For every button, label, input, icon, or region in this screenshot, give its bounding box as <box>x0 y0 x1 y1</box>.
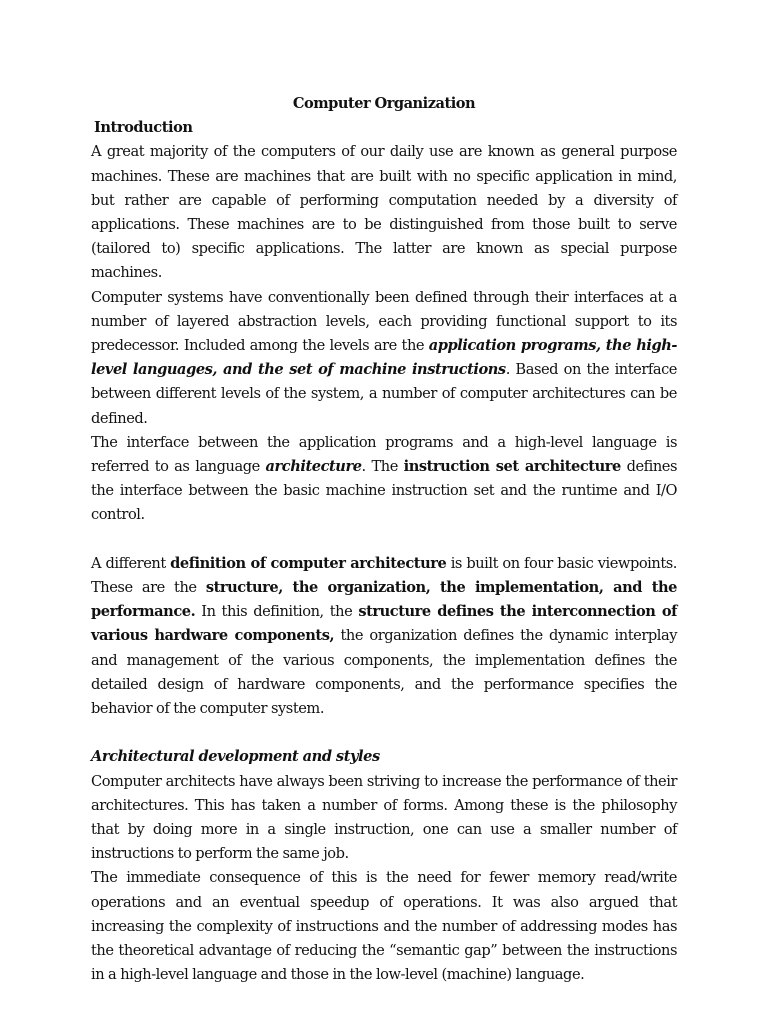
paragraph-architects: Computer architects have always been striving to increase the performance of their architectures. This has taken a number of forms. Among these is the philosophy that by doing more in a single instruction, one can use a smaller number of instructions to perform the same job. <box>91 772 677 863</box>
document-body <box>91 92 677 987</box>
introduction-heading: Introduction <box>94 119 193 137</box>
paragraph-interfaces <box>91 431 677 528</box>
text-run: The interface between the application programs and a high-level language is referred to as language <box>91 433 677 476</box>
page-title: Computer Organization <box>292 95 476 112</box>
text-run: the organization defines the dynamic interplay and management of the various components, the implementation defines the detailed design of hardware components, and the performance specifies the behavior of the computer system. <box>91 627 678 718</box>
emphasis-viewpoints: structure, the organization, the implementation, and the performance. <box>91 579 677 621</box>
paragraph-general-purpose: A great majority of the computers of our daily use are known as general purpose machines. These are machines that are built with no specific application in mind, but rather are capable of performing computation needed by a diversity of applications. These machines are to be distinguished from those built to serve (tailored to) specific applications. The latter are known as special purpose machines. <box>91 143 677 282</box>
text-run: In this definition, the <box>195 603 359 621</box>
emphasis-levels: application programs, the high-level languages, and the set of machine instructions <box>91 337 677 379</box>
text-run: Computer systems have conventionally been defined through their interfaces at a number of layered abstraction levels, each providing functional support to its predecessor. Included among the levels are the <box>91 288 677 354</box>
text-run: . The <box>361 458 404 476</box>
paragraph-abstraction-levels <box>91 286 677 431</box>
paragraph-gap <box>91 528 677 552</box>
text-run: is built on four basic viewpoints. These are the <box>91 554 677 597</box>
emphasis-isa: instruction set architecture <box>403 458 621 476</box>
text-run: A different <box>91 554 171 572</box>
text-run: . Based on the interface between different levels of the system, a number of computer architectures can be defined. <box>91 361 677 427</box>
text-run: defines the interface between the basic machine instruction set and the runtime and I/O control. <box>91 458 677 524</box>
emphasis-structure: structure defines the interconnection of various hardware components, <box>91 603 678 645</box>
paragraph-gap <box>91 721 677 745</box>
emphasis-definition: definition of computer architecture <box>170 554 447 572</box>
paragraph-definition <box>91 552 677 721</box>
emphasis-architecture: architecture <box>265 458 362 476</box>
paragraph-consequence: The immediate consequence of this is the need for fewer memory read/write operations and an eventual speedup of operations. It was also argued that increasing the complexity of instructions and the number of addressing modes has the theoretical advantage of reducing the “semantic gap” between the instructions in a high-level language and those in the low-level (machine) language. <box>91 869 677 984</box>
section-heading: Architectural development and styles <box>91 748 380 766</box>
